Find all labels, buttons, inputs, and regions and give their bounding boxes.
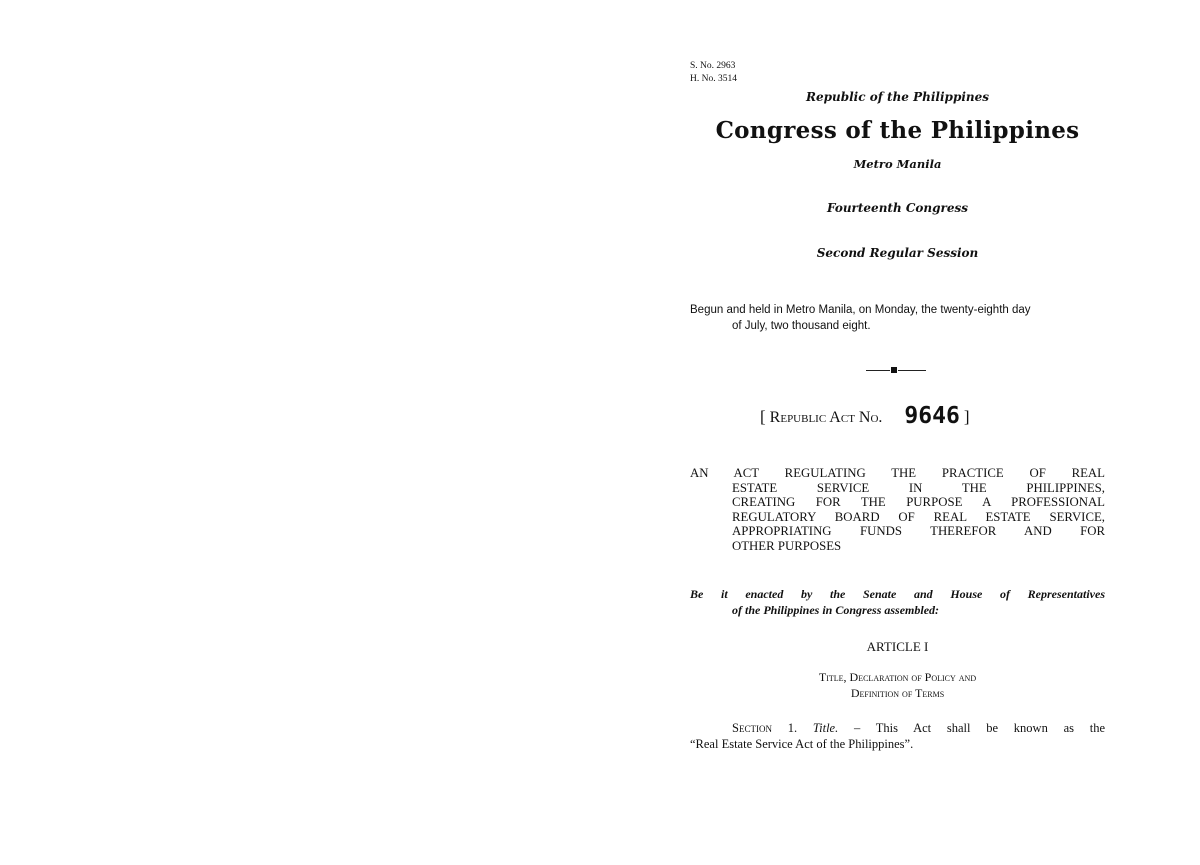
begun-line-2: of July, two thousand eight. (732, 320, 871, 332)
article-subtitle-line-2: Definition of Terms (850, 686, 945, 700)
section-title: Title. (812, 721, 839, 735)
article-heading: ARTICLE I (866, 639, 929, 654)
senate-bill-number: S. No. 2963 (690, 61, 736, 71)
act-title-line: REGULATORY BOARD OF REAL ESTATE SERVICE, (732, 509, 1105, 524)
divider-line-right (898, 370, 926, 371)
article-subtitle-line-1: Title, Declaration of Policy and (818, 670, 977, 684)
act-title-line: ESTATE SERVICE IN THE PHILIPPINES, (732, 480, 1105, 495)
header-location: Metro Manila (853, 157, 942, 171)
republic-act-number: 9646 (904, 403, 960, 429)
republic-act-number-line (760, 402, 1060, 428)
article-subtitle (690, 669, 1105, 701)
section-dash: – (853, 721, 861, 735)
header-congress-number: Fourteenth Congress (826, 201, 969, 215)
ornament-divider (866, 365, 926, 375)
house-bill-number: H. No. 3514 (690, 74, 737, 84)
open-bracket: [ (760, 407, 766, 426)
divider-square-icon (891, 367, 897, 373)
enacting-clause (690, 586, 1105, 618)
divider-line-left (866, 370, 890, 371)
enacting-line-1: Be it enacted by the Senate and House of Representatives (690, 587, 1105, 601)
section-1 (690, 720, 1105, 752)
begun-line-1: Begun and held in Metro Manila, on Monday, the twenty-eighth day (690, 304, 1031, 316)
act-title-line: CREATING FOR THE PURPOSE A PROFESSIONAL (732, 495, 1105, 509)
act-title-line: OTHER PURPOSES (732, 538, 842, 553)
act-title (690, 466, 1105, 553)
section-1-line-2: “Real Estate Service Act of the Philippines”. (690, 737, 914, 751)
section-label: Section 1. (732, 721, 798, 735)
section-1-line-1 (690, 720, 1105, 736)
enacting-line-2: of the Philippines in Congress assembled: (732, 603, 940, 617)
header-congress: Congress of the Philippines (715, 117, 1080, 144)
section-text-1: This Act shall be known as the (875, 721, 1106, 735)
bill-numbers (690, 60, 737, 86)
begun-statement (690, 302, 1105, 334)
act-title-line: APPROPRIATING FUNDS THEREFOR AND FOR (732, 524, 1105, 538)
act-title-line: AN ACT REGULATING THE PRACTICE OF REAL (690, 466, 1105, 480)
header-republic: Republic of the Philippines (805, 90, 990, 104)
header-session: Second Regular Session (816, 246, 979, 260)
close-bracket: ] (963, 407, 970, 426)
republic-act-label: Republic Act No. (769, 409, 883, 426)
